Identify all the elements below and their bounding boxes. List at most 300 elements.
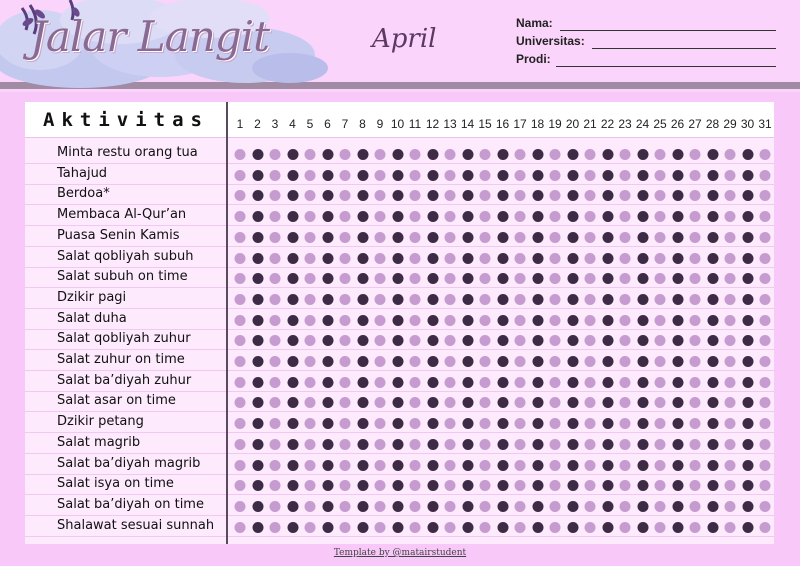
day-checkbox-dot[interactable] (550, 170, 561, 181)
day-checkbox-dot[interactable] (340, 480, 351, 491)
day-checkbox-dot[interactable] (497, 397, 508, 408)
day-checkbox-dot[interactable] (532, 460, 543, 471)
day-checkbox-dot[interactable] (585, 397, 596, 408)
day-checkbox-dot[interactable] (445, 170, 456, 181)
day-checkbox-dot[interactable] (585, 439, 596, 450)
day-checkbox-dot[interactable] (357, 232, 368, 243)
day-checkbox-dot[interactable] (497, 190, 508, 201)
day-checkbox-dot[interactable] (725, 501, 736, 512)
day-checkbox-dot[interactable] (235, 211, 246, 222)
day-checkbox-dot[interactable] (235, 170, 246, 181)
day-checkbox-dot[interactable] (707, 211, 718, 222)
day-checkbox-dot[interactable] (672, 460, 683, 471)
day-checkbox-dot[interactable] (235, 315, 246, 326)
day-checkbox-dot[interactable] (567, 460, 578, 471)
day-checkbox-dot[interactable] (322, 232, 333, 243)
day-checkbox-dot[interactable] (585, 149, 596, 160)
day-checkbox-dot[interactable] (305, 522, 316, 533)
day-checkbox-dot[interactable] (410, 190, 421, 201)
day-checkbox-dot[interactable] (410, 294, 421, 305)
day-checkbox-dot[interactable] (392, 480, 403, 491)
day-checkbox-dot[interactable] (532, 232, 543, 243)
day-checkbox-dot[interactable] (427, 397, 438, 408)
day-checkbox-dot[interactable] (392, 522, 403, 533)
day-checkbox-dot[interactable] (620, 232, 631, 243)
day-checkbox-dot[interactable] (287, 294, 298, 305)
day-checkbox-dot[interactable] (567, 418, 578, 429)
day-checkbox-dot[interactable] (322, 190, 333, 201)
day-checkbox-dot[interactable] (760, 377, 771, 388)
day-checkbox-dot[interactable] (602, 522, 613, 533)
day-checkbox-dot[interactable] (602, 273, 613, 284)
day-checkbox-dot[interactable] (270, 315, 281, 326)
field-line-nama[interactable] (560, 30, 776, 31)
day-checkbox-dot[interactable] (357, 190, 368, 201)
day-checkbox-dot[interactable] (550, 253, 561, 264)
day-checkbox-dot[interactable] (690, 460, 701, 471)
day-checkbox-dot[interactable] (427, 315, 438, 326)
day-checkbox-dot[interactable] (340, 397, 351, 408)
day-checkbox-dot[interactable] (602, 149, 613, 160)
day-checkbox-dot[interactable] (690, 149, 701, 160)
day-checkbox-dot[interactable] (305, 439, 316, 450)
day-checkbox-dot[interactable] (305, 211, 316, 222)
day-checkbox-dot[interactable] (567, 253, 578, 264)
day-checkbox-dot[interactable] (235, 273, 246, 284)
day-checkbox-dot[interactable] (725, 480, 736, 491)
day-checkbox-dot[interactable] (357, 335, 368, 346)
day-checkbox-dot[interactable] (322, 460, 333, 471)
day-checkbox-dot[interactable] (270, 397, 281, 408)
day-checkbox-dot[interactable] (532, 273, 543, 284)
day-checkbox-dot[interactable] (742, 418, 753, 429)
day-checkbox-dot[interactable] (515, 501, 526, 512)
day-checkbox-dot[interactable] (655, 397, 666, 408)
day-checkbox-dot[interactable] (760, 522, 771, 533)
day-checkbox-dot[interactable] (462, 480, 473, 491)
day-checkbox-dot[interactable] (410, 356, 421, 367)
day-checkbox-dot[interactable] (567, 190, 578, 201)
day-checkbox-dot[interactable] (480, 501, 491, 512)
day-checkbox-dot[interactable] (480, 149, 491, 160)
day-checkbox-dot[interactable] (445, 418, 456, 429)
day-checkbox-dot[interactable] (655, 149, 666, 160)
day-checkbox-dot[interactable] (567, 377, 578, 388)
day-checkbox-dot[interactable] (235, 377, 246, 388)
day-checkbox-dot[interactable] (375, 315, 386, 326)
day-checkbox-dot[interactable] (532, 294, 543, 305)
day-checkbox-dot[interactable] (462, 460, 473, 471)
day-checkbox-dot[interactable] (410, 335, 421, 346)
day-checkbox-dot[interactable] (392, 501, 403, 512)
day-checkbox-dot[interactable] (725, 397, 736, 408)
day-checkbox-dot[interactable] (392, 460, 403, 471)
day-checkbox-dot[interactable] (637, 232, 648, 243)
day-checkbox-dot[interactable] (620, 273, 631, 284)
day-checkbox-dot[interactable] (707, 522, 718, 533)
day-checkbox-dot[interactable] (742, 149, 753, 160)
day-checkbox-dot[interactable] (445, 315, 456, 326)
day-checkbox-dot[interactable] (375, 253, 386, 264)
day-checkbox-dot[interactable] (602, 211, 613, 222)
day-checkbox-dot[interactable] (235, 149, 246, 160)
day-checkbox-dot[interactable] (620, 418, 631, 429)
day-checkbox-dot[interactable] (322, 480, 333, 491)
day-checkbox-dot[interactable] (340, 170, 351, 181)
day-checkbox-dot[interactable] (270, 294, 281, 305)
day-checkbox-dot[interactable] (287, 377, 298, 388)
day-checkbox-dot[interactable] (620, 190, 631, 201)
day-checkbox-dot[interactable] (690, 273, 701, 284)
day-checkbox-dot[interactable] (462, 501, 473, 512)
day-checkbox-dot[interactable] (445, 480, 456, 491)
day-checkbox-dot[interactable] (725, 315, 736, 326)
day-checkbox-dot[interactable] (742, 397, 753, 408)
day-checkbox-dot[interactable] (322, 211, 333, 222)
day-checkbox-dot[interactable] (515, 480, 526, 491)
day-checkbox-dot[interactable] (427, 294, 438, 305)
day-checkbox-dot[interactable] (410, 501, 421, 512)
day-checkbox-dot[interactable] (340, 335, 351, 346)
day-checkbox-dot[interactable] (497, 439, 508, 450)
day-checkbox-dot[interactable] (305, 480, 316, 491)
day-checkbox-dot[interactable] (270, 170, 281, 181)
day-checkbox-dot[interactable] (392, 273, 403, 284)
day-checkbox-dot[interactable] (550, 273, 561, 284)
day-checkbox-dot[interactable] (550, 190, 561, 201)
day-checkbox-dot[interactable] (672, 480, 683, 491)
day-checkbox-dot[interactable] (620, 480, 631, 491)
day-checkbox-dot[interactable] (550, 480, 561, 491)
day-checkbox-dot[interactable] (287, 315, 298, 326)
day-checkbox-dot[interactable] (270, 377, 281, 388)
day-checkbox-dot[interactable] (287, 211, 298, 222)
day-checkbox-dot[interactable] (620, 356, 631, 367)
day-checkbox-dot[interactable] (410, 418, 421, 429)
day-checkbox-dot[interactable] (690, 315, 701, 326)
field-line-prodi[interactable] (556, 66, 776, 67)
day-checkbox-dot[interactable] (532, 335, 543, 346)
day-checkbox-dot[interactable] (602, 335, 613, 346)
day-checkbox-dot[interactable] (637, 522, 648, 533)
day-checkbox-dot[interactable] (760, 480, 771, 491)
day-checkbox-dot[interactable] (305, 149, 316, 160)
day-checkbox-dot[interactable] (445, 460, 456, 471)
day-checkbox-dot[interactable] (427, 460, 438, 471)
day-checkbox-dot[interactable] (602, 377, 613, 388)
day-checkbox-dot[interactable] (270, 232, 281, 243)
day-checkbox-dot[interactable] (375, 211, 386, 222)
day-checkbox-dot[interactable] (340, 190, 351, 201)
day-checkbox-dot[interactable] (235, 294, 246, 305)
day-checkbox-dot[interactable] (392, 397, 403, 408)
day-checkbox-dot[interactable] (637, 149, 648, 160)
day-checkbox-dot[interactable] (515, 418, 526, 429)
field-universitas[interactable] (516, 34, 776, 50)
day-checkbox-dot[interactable] (655, 418, 666, 429)
day-checkbox-dot[interactable] (322, 335, 333, 346)
day-checkbox-dot[interactable] (497, 170, 508, 181)
day-checkbox-dot[interactable] (725, 522, 736, 533)
day-checkbox-dot[interactable] (480, 232, 491, 243)
day-checkbox-dot[interactable] (532, 356, 543, 367)
day-checkbox-dot[interactable] (305, 190, 316, 201)
day-checkbox-dot[interactable] (515, 315, 526, 326)
day-checkbox-dot[interactable] (270, 501, 281, 512)
day-checkbox-dot[interactable] (427, 190, 438, 201)
day-checkbox-dot[interactable] (760, 294, 771, 305)
day-checkbox-dot[interactable] (462, 418, 473, 429)
day-checkbox-dot[interactable] (672, 377, 683, 388)
day-checkbox-dot[interactable] (322, 377, 333, 388)
day-checkbox-dot[interactable] (392, 232, 403, 243)
day-checkbox-dot[interactable] (305, 253, 316, 264)
day-checkbox-dot[interactable] (480, 253, 491, 264)
day-checkbox-dot[interactable] (427, 522, 438, 533)
day-checkbox-dot[interactable] (357, 253, 368, 264)
day-checkbox-dot[interactable] (287, 232, 298, 243)
day-checkbox-dot[interactable] (392, 294, 403, 305)
day-checkbox-dot[interactable] (637, 253, 648, 264)
day-checkbox-dot[interactable] (357, 522, 368, 533)
day-checkbox-dot[interactable] (497, 149, 508, 160)
day-checkbox-dot[interactable] (550, 149, 561, 160)
day-checkbox-dot[interactable] (497, 211, 508, 222)
day-checkbox-dot[interactable] (742, 253, 753, 264)
day-checkbox-dot[interactable] (620, 501, 631, 512)
day-checkbox-dot[interactable] (445, 273, 456, 284)
day-checkbox-dot[interactable] (497, 315, 508, 326)
day-checkbox-dot[interactable] (550, 501, 561, 512)
day-checkbox-dot[interactable] (427, 232, 438, 243)
day-checkbox-dot[interactable] (637, 315, 648, 326)
day-checkbox-dot[interactable] (462, 253, 473, 264)
day-checkbox-dot[interactable] (287, 335, 298, 346)
day-checkbox-dot[interactable] (620, 315, 631, 326)
day-checkbox-dot[interactable] (375, 356, 386, 367)
day-checkbox-dot[interactable] (760, 149, 771, 160)
day-checkbox-dot[interactable] (532, 253, 543, 264)
day-checkbox-dot[interactable] (707, 460, 718, 471)
day-checkbox-dot[interactable] (655, 480, 666, 491)
day-checkbox-dot[interactable] (357, 211, 368, 222)
day-checkbox-dot[interactable] (742, 356, 753, 367)
day-checkbox-dot[interactable] (252, 335, 263, 346)
day-checkbox-dot[interactable] (550, 377, 561, 388)
day-checkbox-dot[interactable] (480, 418, 491, 429)
day-checkbox-dot[interactable] (725, 149, 736, 160)
day-checkbox-dot[interactable] (305, 232, 316, 243)
day-checkbox-dot[interactable] (322, 294, 333, 305)
day-checkbox-dot[interactable] (410, 149, 421, 160)
day-checkbox-dot[interactable] (672, 397, 683, 408)
day-checkbox-dot[interactable] (567, 315, 578, 326)
day-checkbox-dot[interactable] (375, 418, 386, 429)
day-checkbox-dot[interactable] (655, 232, 666, 243)
day-checkbox-dot[interactable] (357, 170, 368, 181)
day-checkbox-dot[interactable] (567, 522, 578, 533)
day-checkbox-dot[interactable] (357, 149, 368, 160)
day-checkbox-dot[interactable] (532, 315, 543, 326)
day-checkbox-dot[interactable] (392, 418, 403, 429)
day-checkbox-dot[interactable] (462, 522, 473, 533)
day-checkbox-dot[interactable] (497, 522, 508, 533)
day-checkbox-dot[interactable] (742, 335, 753, 346)
day-checkbox-dot[interactable] (690, 501, 701, 512)
day-checkbox-dot[interactable] (340, 439, 351, 450)
day-checkbox-dot[interactable] (602, 190, 613, 201)
day-checkbox-dot[interactable] (252, 149, 263, 160)
day-checkbox-dot[interactable] (480, 315, 491, 326)
day-checkbox-dot[interactable] (725, 232, 736, 243)
day-checkbox-dot[interactable] (637, 501, 648, 512)
day-checkbox-dot[interactable] (497, 294, 508, 305)
day-checkbox-dot[interactable] (497, 356, 508, 367)
day-checkbox-dot[interactable] (305, 460, 316, 471)
day-checkbox-dot[interactable] (707, 294, 718, 305)
day-checkbox-dot[interactable] (515, 356, 526, 367)
day-checkbox-dot[interactable] (760, 232, 771, 243)
day-checkbox-dot[interactable] (742, 273, 753, 284)
day-checkbox-dot[interactable] (602, 170, 613, 181)
day-checkbox-dot[interactable] (357, 356, 368, 367)
day-checkbox-dot[interactable] (637, 335, 648, 346)
day-checkbox-dot[interactable] (322, 170, 333, 181)
day-checkbox-dot[interactable] (497, 232, 508, 243)
day-checkbox-dot[interactable] (602, 397, 613, 408)
day-checkbox-dot[interactable] (497, 501, 508, 512)
day-checkbox-dot[interactable] (235, 501, 246, 512)
day-checkbox-dot[interactable] (620, 253, 631, 264)
day-checkbox-dot[interactable] (690, 190, 701, 201)
day-checkbox-dot[interactable] (515, 190, 526, 201)
day-checkbox-dot[interactable] (672, 522, 683, 533)
day-checkbox-dot[interactable] (235, 335, 246, 346)
day-checkbox-dot[interactable] (497, 335, 508, 346)
day-checkbox-dot[interactable] (620, 294, 631, 305)
day-checkbox-dot[interactable] (252, 315, 263, 326)
day-checkbox-dot[interactable] (655, 170, 666, 181)
day-checkbox-dot[interactable] (725, 356, 736, 367)
day-checkbox-dot[interactable] (672, 294, 683, 305)
day-checkbox-dot[interactable] (322, 149, 333, 160)
day-checkbox-dot[interactable] (567, 335, 578, 346)
day-checkbox-dot[interactable] (392, 190, 403, 201)
day-checkbox-dot[interactable] (672, 190, 683, 201)
day-checkbox-dot[interactable] (252, 190, 263, 201)
day-checkbox-dot[interactable] (375, 397, 386, 408)
day-checkbox-dot[interactable] (287, 522, 298, 533)
day-checkbox-dot[interactable] (480, 211, 491, 222)
day-checkbox-dot[interactable] (445, 190, 456, 201)
day-checkbox-dot[interactable] (375, 232, 386, 243)
day-checkbox-dot[interactable] (655, 522, 666, 533)
day-checkbox-dot[interactable] (620, 439, 631, 450)
day-checkbox-dot[interactable] (655, 315, 666, 326)
day-checkbox-dot[interactable] (340, 377, 351, 388)
day-checkbox-dot[interactable] (392, 356, 403, 367)
day-checkbox-dot[interactable] (532, 377, 543, 388)
day-checkbox-dot[interactable] (445, 211, 456, 222)
day-checkbox-dot[interactable] (357, 273, 368, 284)
day-checkbox-dot[interactable] (462, 439, 473, 450)
day-checkbox-dot[interactable] (707, 335, 718, 346)
day-checkbox-dot[interactable] (585, 211, 596, 222)
day-checkbox-dot[interactable] (672, 356, 683, 367)
day-checkbox-dot[interactable] (375, 294, 386, 305)
day-checkbox-dot[interactable] (690, 480, 701, 491)
day-checkbox-dot[interactable] (480, 377, 491, 388)
day-checkbox-dot[interactable] (637, 439, 648, 450)
day-checkbox-dot[interactable] (287, 501, 298, 512)
day-checkbox-dot[interactable] (655, 253, 666, 264)
day-checkbox-dot[interactable] (567, 149, 578, 160)
day-checkbox-dot[interactable] (602, 501, 613, 512)
day-checkbox-dot[interactable] (760, 501, 771, 512)
day-checkbox-dot[interactable] (742, 170, 753, 181)
day-checkbox-dot[interactable] (690, 439, 701, 450)
day-checkbox-dot[interactable] (760, 356, 771, 367)
day-checkbox-dot[interactable] (427, 170, 438, 181)
day-checkbox-dot[interactable] (515, 170, 526, 181)
day-checkbox-dot[interactable] (655, 356, 666, 367)
day-checkbox-dot[interactable] (672, 335, 683, 346)
day-checkbox-dot[interactable] (515, 211, 526, 222)
day-checkbox-dot[interactable] (550, 232, 561, 243)
day-checkbox-dot[interactable] (322, 253, 333, 264)
day-checkbox-dot[interactable] (235, 480, 246, 491)
day-checkbox-dot[interactable] (322, 273, 333, 284)
day-checkbox-dot[interactable] (550, 397, 561, 408)
day-checkbox-dot[interactable] (707, 190, 718, 201)
day-checkbox-dot[interactable] (357, 480, 368, 491)
day-checkbox-dot[interactable] (340, 315, 351, 326)
day-checkbox-dot[interactable] (672, 232, 683, 243)
day-checkbox-dot[interactable] (427, 211, 438, 222)
day-checkbox-dot[interactable] (742, 190, 753, 201)
day-checkbox-dot[interactable] (410, 480, 421, 491)
day-checkbox-dot[interactable] (672, 501, 683, 512)
day-checkbox-dot[interactable] (550, 356, 561, 367)
day-checkbox-dot[interactable] (760, 418, 771, 429)
day-checkbox-dot[interactable] (725, 273, 736, 284)
day-checkbox-dot[interactable] (690, 294, 701, 305)
day-checkbox-dot[interactable] (602, 480, 613, 491)
day-checkbox-dot[interactable] (392, 377, 403, 388)
day-checkbox-dot[interactable] (637, 356, 648, 367)
day-checkbox-dot[interactable] (760, 273, 771, 284)
day-checkbox-dot[interactable] (497, 460, 508, 471)
day-checkbox-dot[interactable] (252, 480, 263, 491)
day-checkbox-dot[interactable] (252, 170, 263, 181)
day-checkbox-dot[interactable] (305, 418, 316, 429)
day-checkbox-dot[interactable] (637, 480, 648, 491)
day-checkbox-dot[interactable] (340, 418, 351, 429)
day-checkbox-dot[interactable] (742, 522, 753, 533)
day-checkbox-dot[interactable] (252, 439, 263, 450)
day-checkbox-dot[interactable] (515, 294, 526, 305)
day-checkbox-dot[interactable] (270, 149, 281, 160)
day-checkbox-dot[interactable] (252, 501, 263, 512)
day-checkbox-dot[interactable] (410, 232, 421, 243)
day-checkbox-dot[interactable] (567, 356, 578, 367)
day-checkbox-dot[interactable] (550, 460, 561, 471)
day-checkbox-dot[interactable] (585, 501, 596, 512)
day-checkbox-dot[interactable] (392, 211, 403, 222)
day-checkbox-dot[interactable] (357, 418, 368, 429)
day-checkbox-dot[interactable] (427, 273, 438, 284)
day-checkbox-dot[interactable] (655, 377, 666, 388)
